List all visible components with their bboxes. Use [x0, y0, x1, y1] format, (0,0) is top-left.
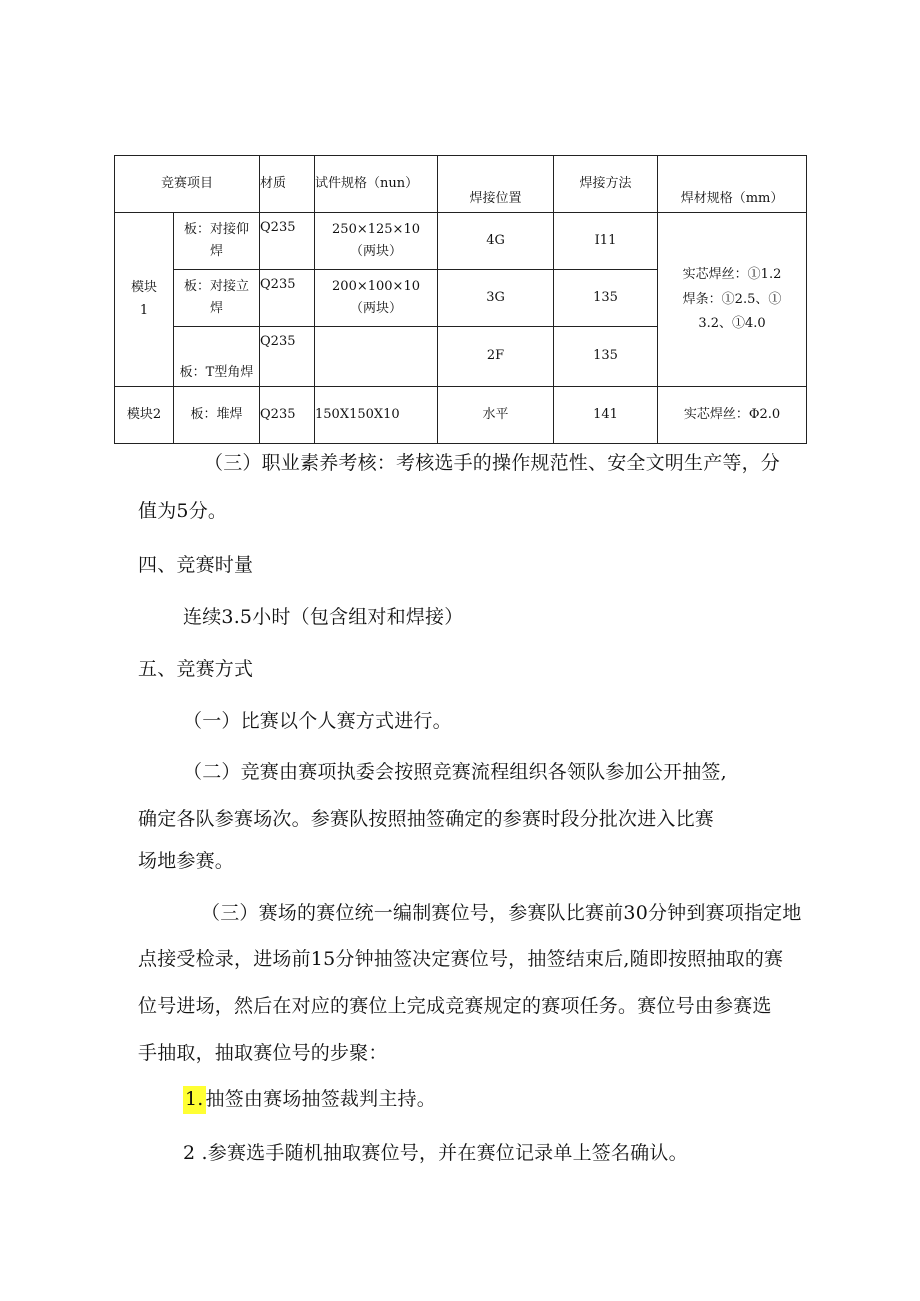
section-heading-5: 五、竞赛方式 [138, 658, 254, 680]
row2-spec [315, 270, 438, 327]
paragraph-duration: 连续3.5小时（包含组对和焊接） [183, 606, 464, 628]
row3-item: 板：T型角焊 [174, 327, 260, 387]
consumable-line1: 实芯焊丝：①1.2 [682, 266, 782, 282]
row1-spec-line1: 250×125×10 [332, 221, 420, 237]
header-position: 焊接位置 [438, 156, 554, 213]
row2-position: 3G [438, 270, 554, 327]
module2-item: 板：堆焊 [174, 387, 260, 444]
paragraph-professional-line1: （三）职业素养考核：考核选手的操作规范性、安全文明生产等，分 [204, 452, 781, 474]
module1-consumable [658, 213, 807, 387]
paragraph-draw-line3: 场地参赛。 [138, 850, 235, 872]
row3-position: 2F [438, 327, 554, 387]
row2-item [174, 270, 260, 327]
list-item-2: 2 .参赛选手随机抽取赛位号，并在赛位记录单上签名确认。 [183, 1142, 688, 1164]
section-heading-4: 四、竞赛时量 [138, 554, 254, 576]
list-item-1-text: 抽签由赛场抽签裁判主持。 [205, 1088, 436, 1110]
row1-material: Q235 [260, 213, 315, 270]
module1-number: 1 [139, 302, 149, 318]
paragraph-seat-line4: 手抽取，抽取赛位号的步聚： [138, 1042, 388, 1064]
header-consumable: 焊材规格（mm） [658, 156, 807, 213]
paragraph-draw-line1: （二）竞赛由赛项执委会按照竞赛流程组织各领队参加公开抽签, [183, 761, 727, 783]
paragraph-individual: （一）比赛以个人赛方式进行。 [183, 710, 452, 732]
consumable-line2: 焊条：①2.5、① [682, 291, 782, 307]
row2-spec-line1: 200×100×10 [332, 278, 420, 294]
header-method: 焊接方法 [554, 156, 658, 213]
header-spec: 试件规格（nun） [315, 156, 438, 213]
module1-cell [115, 213, 174, 387]
row2-method: 135 [554, 270, 658, 327]
module1-name: 模块 [130, 280, 157, 296]
row2-material: Q235 [260, 270, 315, 327]
paragraph-seat-line1: （三）赛场的赛位统一编制赛位号，参赛队比赛前30分钟到赛项指定地 [201, 902, 802, 924]
list-number-highlight: 1. [183, 1086, 206, 1114]
module2-method: 141 [554, 387, 658, 444]
table-row [115, 387, 807, 444]
module2-consumable: 实芯焊丝：Φ2.0 [658, 387, 807, 444]
module2-spec: 150X150X10 [315, 387, 438, 444]
paragraph-seat-line2: 点接受检录，进场前15分钟抽签决定赛位号，抽签结束后,随即按照抽取的赛 [138, 948, 784, 970]
row1-item-line1: 板：对接仰 [184, 221, 250, 237]
row2-item-line2: 焊 [210, 301, 224, 316]
module2-material: Q235 [260, 387, 315, 444]
list-item-1 [183, 1084, 436, 1114]
paragraph-seat-line3: 位号进场，然后在对应的赛位上完成竞赛规定的赛项任务。赛位号由参赛选 [138, 995, 772, 1017]
paragraph-draw-line2: 确定各队参赛场次。参赛队按照抽签确定的参赛时段分批次进入比赛 [138, 808, 715, 830]
paragraph-professional-line2: 值为5分。 [138, 500, 228, 522]
row3-material: Q235 [260, 327, 315, 387]
table-row [115, 213, 807, 270]
row1-spec-line2: （两块） [350, 244, 403, 259]
row3-spec [315, 327, 438, 387]
row1-position: 4G [438, 213, 554, 270]
module2-name: 模块2 [115, 387, 174, 444]
row1-spec [315, 213, 438, 270]
row2-item-line1: 板：对接立 [184, 278, 250, 294]
row2-spec-line2: （两块） [350, 301, 403, 316]
consumable-line3: 3.2、①4.0 [698, 316, 766, 332]
row1-item [174, 213, 260, 270]
row1-item-line2: 焊 [210, 244, 224, 259]
row3-method: 135 [554, 327, 658, 387]
competition-table [114, 155, 807, 444]
table-header-row [115, 156, 807, 213]
row1-method: I11 [554, 213, 658, 270]
header-material: 材质 [260, 156, 315, 213]
module2-position: 水平 [438, 387, 554, 444]
header-item: 竞赛项目 [115, 156, 260, 213]
